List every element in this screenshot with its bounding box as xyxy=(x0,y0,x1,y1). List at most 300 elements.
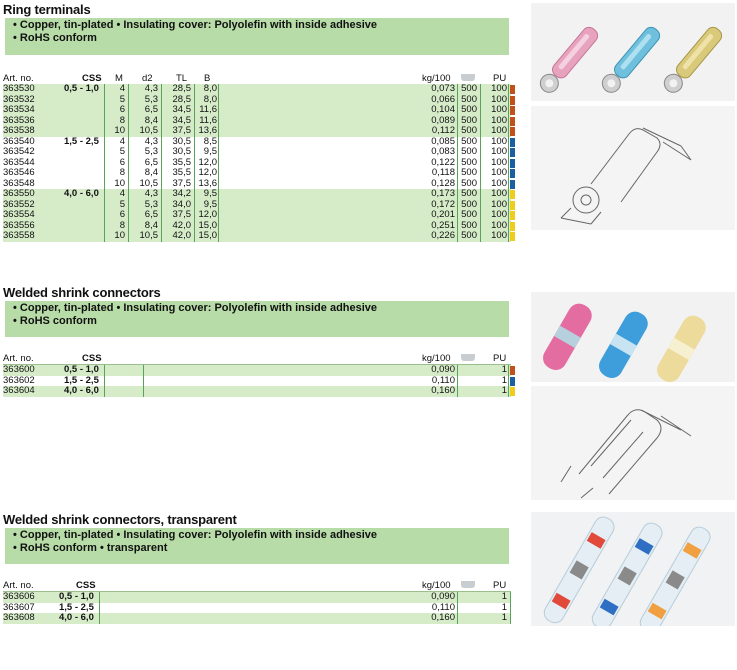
column-rule xyxy=(104,189,105,200)
column-rule xyxy=(457,168,458,179)
column-rule xyxy=(457,189,458,200)
color-swatch xyxy=(510,222,515,231)
welded-connectors-photo xyxy=(531,292,735,382)
column-rule xyxy=(194,126,195,137)
column-rule xyxy=(480,137,481,148)
kg-value: 0,160 xyxy=(431,385,455,396)
b-value: 12,0 xyxy=(198,209,217,220)
column-rule xyxy=(194,105,195,116)
column-rule xyxy=(194,137,195,148)
d2-value: 5,3 xyxy=(144,93,158,105)
column-rule xyxy=(218,221,219,232)
pu-value: 1 xyxy=(501,601,507,613)
column-rule xyxy=(161,231,162,242)
column-rule xyxy=(457,200,458,211)
welded-title: Welded shrink connectors xyxy=(3,285,161,300)
column-rule xyxy=(508,179,509,190)
feature-line: • Copper, tin-plated • Insulating cover: Polyolefin with inside adhesive xyxy=(13,529,378,541)
col-pu: PU xyxy=(493,580,507,591)
column-rule xyxy=(457,376,458,387)
ring-features-band xyxy=(5,18,509,55)
pack-value: 500 xyxy=(461,125,477,136)
column-rule xyxy=(508,200,509,211)
col-d2: d2 xyxy=(142,73,153,84)
column-rule xyxy=(457,365,458,376)
color-swatch xyxy=(510,377,515,386)
m-value: 10 xyxy=(114,125,125,136)
column-rule xyxy=(194,84,195,95)
feature-line: • RoHS conform xyxy=(13,315,97,327)
m-value: 4 xyxy=(119,135,125,147)
col-tl: TL xyxy=(176,73,188,84)
b-value: 15,0 xyxy=(198,230,217,241)
column-rule xyxy=(457,231,458,242)
column-rule xyxy=(508,376,509,387)
pu-value: 1 xyxy=(501,374,507,386)
kg-value: 0,128 xyxy=(431,177,455,189)
d2-value: 8,4 xyxy=(144,114,158,126)
feature-line: • Copper, tin-plated • Insulating cover: Polyolefin with inside adhesive xyxy=(13,302,378,314)
column-rule xyxy=(128,210,129,221)
column-rule xyxy=(457,84,458,95)
color-swatch xyxy=(510,138,515,147)
kg-value: 0,172 xyxy=(431,198,455,210)
column-rule xyxy=(508,147,509,158)
pack-value: 500 xyxy=(461,219,477,231)
column-rule xyxy=(104,147,105,158)
column-rule xyxy=(508,221,509,232)
column-rule xyxy=(218,116,219,127)
column-rule xyxy=(194,210,195,221)
col-kg: kg/100 xyxy=(422,73,451,84)
b-value: 11,6 xyxy=(199,104,217,115)
d2-value: 10,5 xyxy=(139,230,158,241)
pack-value: 500 xyxy=(461,177,477,189)
kg-value: 0,110 xyxy=(431,374,455,386)
column-rule xyxy=(161,116,162,127)
feature-line: • RoHS conform xyxy=(13,32,97,44)
pack-value: 500 xyxy=(461,156,477,168)
tl-value: 34,5 xyxy=(172,114,191,126)
column-rule xyxy=(457,95,458,106)
kg-value: 0,066 xyxy=(431,93,455,105)
col-css: CSS xyxy=(76,580,96,591)
column-rule xyxy=(457,137,458,148)
column-rule xyxy=(161,200,162,211)
column-rule xyxy=(480,126,481,137)
column-rule xyxy=(128,179,129,190)
column-rule xyxy=(104,179,105,190)
column-rule xyxy=(104,126,105,137)
d2-value: 4,3 xyxy=(144,188,158,199)
column-rule xyxy=(218,137,219,148)
column-rule xyxy=(457,386,458,397)
b-value: 9,5 xyxy=(203,198,217,210)
kg-value: 0,226 xyxy=(431,230,455,241)
column-rule xyxy=(161,189,162,200)
cross-section: 0,5 - 1,0 xyxy=(59,591,94,602)
table-row xyxy=(3,84,511,95)
kg-value: 0,118 xyxy=(431,167,455,178)
b-value: 8,5 xyxy=(203,135,217,147)
column-rule xyxy=(457,158,458,169)
column-rule xyxy=(161,221,162,232)
pu-value: 100 xyxy=(491,230,507,241)
d2-value: 4,3 xyxy=(144,83,158,94)
column-rule xyxy=(104,116,105,127)
column-rule xyxy=(143,365,144,376)
pack-value: 500 xyxy=(461,146,477,157)
column-rule xyxy=(194,116,195,127)
column-rule xyxy=(480,147,481,158)
packaging-icon xyxy=(461,74,475,81)
table-row xyxy=(3,126,511,137)
pu-value: 100 xyxy=(491,135,507,147)
tl-value: 34,5 xyxy=(172,104,191,115)
pack-value: 500 xyxy=(461,93,477,105)
column-rule xyxy=(104,168,105,179)
column-rule xyxy=(128,147,129,158)
color-swatch xyxy=(510,169,515,178)
column-rule xyxy=(99,592,100,603)
art-no: 363558 xyxy=(3,230,35,241)
b-value: 9,5 xyxy=(203,188,217,199)
pack-value: 500 xyxy=(461,188,477,199)
pu-value: 100 xyxy=(491,104,507,115)
column-rule xyxy=(218,126,219,137)
col-m: M xyxy=(115,73,123,84)
color-swatch xyxy=(510,366,515,375)
column-rule xyxy=(508,231,509,242)
column-rule xyxy=(104,210,105,221)
color-swatch xyxy=(510,180,515,189)
column-rule xyxy=(457,105,458,116)
column-rule xyxy=(194,189,195,200)
col-art: Art. no. xyxy=(3,353,34,364)
color-swatch xyxy=(510,148,515,157)
d2-value: 6,5 xyxy=(144,156,158,168)
pu-value: 100 xyxy=(491,146,507,157)
column-rule xyxy=(480,95,481,106)
d2-value: 6,5 xyxy=(144,104,158,115)
column-rule xyxy=(218,179,219,190)
tl-value: 28,5 xyxy=(172,93,191,105)
m-value: 10 xyxy=(114,177,125,189)
pu-value: 100 xyxy=(491,167,507,178)
column-rule xyxy=(510,613,511,624)
cross-section: 1,5 - 2,5 xyxy=(64,374,99,386)
feature-line: • RoHS conform • transparent xyxy=(13,542,168,554)
color-swatch xyxy=(510,211,515,220)
art-no: 363532 xyxy=(3,93,35,105)
tl-value: 34,2 xyxy=(172,188,191,199)
column-rule xyxy=(480,221,481,232)
kg-value: 0,083 xyxy=(431,146,455,157)
column-rule xyxy=(218,200,219,211)
art-no: 363542 xyxy=(3,146,35,157)
d2-value: 6,5 xyxy=(144,209,158,220)
color-swatch xyxy=(510,232,515,241)
tl-value: 42,0 xyxy=(172,230,191,241)
tl-value: 37,5 xyxy=(172,125,191,136)
column-rule xyxy=(457,147,458,158)
pu-value: 100 xyxy=(491,114,507,126)
column-rule xyxy=(128,189,129,200)
welded-connector-drawing xyxy=(531,386,735,500)
pack-value: 500 xyxy=(461,167,477,178)
column-rule xyxy=(457,592,458,603)
transparent-features-band xyxy=(5,528,509,564)
col-kg: kg/100 xyxy=(422,353,451,364)
pack-value: 500 xyxy=(461,83,477,94)
art-no: 363530 xyxy=(3,83,35,94)
cross-section: 0,5 - 1,0 xyxy=(64,364,99,375)
column-rule xyxy=(161,84,162,95)
column-rule xyxy=(161,147,162,158)
m-value: 10 xyxy=(114,230,125,241)
tl-value: 28,5 xyxy=(172,83,191,94)
table-row xyxy=(3,105,511,116)
color-swatch xyxy=(510,201,515,210)
d2-value: 10,5 xyxy=(139,177,158,189)
b-value: 8,0 xyxy=(203,93,217,105)
column-rule xyxy=(508,210,509,221)
table-row xyxy=(3,210,511,221)
column-rule xyxy=(128,231,129,242)
pu-value: 100 xyxy=(491,188,507,199)
b-value: 8,0 xyxy=(203,83,217,94)
column-rule xyxy=(457,179,458,190)
art-no: 363536 xyxy=(3,114,35,126)
column-rule xyxy=(457,603,458,614)
cross-section: 4,0 - 6,0 xyxy=(64,188,99,199)
d2-value: 5,3 xyxy=(144,198,158,210)
pu-value: 100 xyxy=(491,125,507,136)
kg-value: 0,112 xyxy=(431,125,455,136)
m-value: 8 xyxy=(119,114,125,126)
b-value: 12,0 xyxy=(198,167,217,178)
tl-value: 30,5 xyxy=(172,135,191,147)
column-rule xyxy=(480,168,481,179)
column-rule xyxy=(218,147,219,158)
pu-value: 100 xyxy=(491,198,507,210)
pu-value: 100 xyxy=(491,83,507,94)
column-rule xyxy=(510,603,511,614)
transparent-connectors-photo xyxy=(531,512,735,626)
column-rule xyxy=(194,200,195,211)
column-rule xyxy=(194,231,195,242)
art-no: 363554 xyxy=(3,209,35,220)
pack-value: 500 xyxy=(461,114,477,126)
art-no: 363607 xyxy=(3,601,35,613)
column-rule xyxy=(480,231,481,242)
pu-value: 1 xyxy=(501,385,507,396)
column-rule xyxy=(161,168,162,179)
column-rule xyxy=(104,386,105,397)
column-rule xyxy=(457,126,458,137)
column-rule xyxy=(104,158,105,169)
column-rule xyxy=(128,200,129,211)
col-css: CSS xyxy=(82,73,102,84)
pu-value: 1 xyxy=(501,364,507,375)
column-rule xyxy=(194,221,195,232)
kg-value: 0,073 xyxy=(431,83,455,94)
cross-section: 4,0 - 6,0 xyxy=(59,612,94,623)
art-no: 363608 xyxy=(3,612,35,623)
pack-value: 500 xyxy=(461,209,477,220)
pu-value: 100 xyxy=(491,156,507,168)
pack-value: 500 xyxy=(461,135,477,147)
column-rule xyxy=(510,592,511,603)
column-rule xyxy=(104,376,105,387)
art-no: 363602 xyxy=(3,374,35,386)
pu-value: 100 xyxy=(491,219,507,231)
b-value: 13,6 xyxy=(198,125,217,136)
column-rule xyxy=(143,386,144,397)
col-pu: PU xyxy=(493,73,507,84)
column-rule xyxy=(99,603,100,614)
cross-section: 0,5 - 1,0 xyxy=(64,83,99,94)
column-rule xyxy=(99,613,100,624)
m-value: 4 xyxy=(119,188,125,199)
transparent-title: Welded shrink connectors, transparent xyxy=(3,512,237,527)
table-row xyxy=(3,386,511,397)
kg-value: 0,122 xyxy=(431,156,455,168)
d2-value: 5,3 xyxy=(144,146,158,157)
pu-value: 100 xyxy=(491,209,507,220)
b-value: 9,5 xyxy=(203,146,217,157)
column-rule xyxy=(508,95,509,106)
column-rule xyxy=(508,158,509,169)
column-rule xyxy=(161,210,162,221)
m-value: 5 xyxy=(119,146,125,157)
tl-value: 37,5 xyxy=(172,177,191,189)
col-art: Art. no. xyxy=(3,73,34,84)
kg-value: 0,201 xyxy=(431,209,455,220)
packaging-icon xyxy=(461,581,475,588)
column-rule xyxy=(161,126,162,137)
color-swatch xyxy=(510,159,515,168)
art-no: 363534 xyxy=(3,104,35,115)
art-no: 363540 xyxy=(3,135,35,147)
column-rule xyxy=(218,210,219,221)
cross-section: 4,0 - 6,0 xyxy=(64,385,99,396)
column-rule xyxy=(128,84,129,95)
m-value: 5 xyxy=(119,198,125,210)
column-rule xyxy=(480,210,481,221)
kg-value: 0,090 xyxy=(431,364,455,375)
column-rule xyxy=(128,168,129,179)
pu-value: 100 xyxy=(491,93,507,105)
color-swatch xyxy=(510,96,515,105)
m-value: 6 xyxy=(119,209,125,220)
column-rule xyxy=(128,137,129,148)
art-no: 363600 xyxy=(3,364,35,375)
col-art: Art. no. xyxy=(3,580,34,591)
b-value: 15,0 xyxy=(198,219,217,231)
column-rule xyxy=(194,147,195,158)
column-rule xyxy=(480,116,481,127)
column-rule xyxy=(128,116,129,127)
table-row xyxy=(3,168,511,179)
art-no: 363548 xyxy=(3,177,35,189)
ring-terminals-title: Ring terminals xyxy=(3,2,91,17)
tl-value: 37,5 xyxy=(172,209,191,220)
d2-value: 4,3 xyxy=(144,135,158,147)
column-rule xyxy=(508,189,509,200)
column-rule xyxy=(218,168,219,179)
m-value: 6 xyxy=(119,156,125,168)
column-rule xyxy=(508,137,509,148)
color-swatch xyxy=(510,127,515,136)
table-row xyxy=(3,231,511,242)
column-rule xyxy=(218,231,219,242)
column-rule xyxy=(104,221,105,232)
column-rule xyxy=(218,189,219,200)
column-rule xyxy=(143,376,144,387)
column-rule xyxy=(508,386,509,397)
column-rule xyxy=(457,210,458,221)
art-no: 363552 xyxy=(3,198,35,210)
column-rule xyxy=(508,365,509,376)
kg-value: 0,089 xyxy=(431,114,455,126)
m-value: 5 xyxy=(119,93,125,105)
col-css: CSS xyxy=(82,353,102,364)
table-row xyxy=(3,147,511,158)
column-rule xyxy=(480,158,481,169)
column-rule xyxy=(218,158,219,169)
b-value: 12,0 xyxy=(198,156,217,168)
d2-value: 8,4 xyxy=(144,167,158,178)
col-kg: kg/100 xyxy=(422,580,451,591)
column-rule xyxy=(104,105,105,116)
kg-value: 0,110 xyxy=(431,601,455,613)
feature-line: • Copper, tin-plated • Insulating cover: Polyolefin with inside adhesive xyxy=(13,19,378,31)
kg-value: 0,085 xyxy=(431,135,455,147)
tl-value: 30,5 xyxy=(172,146,191,157)
art-no: 363538 xyxy=(3,125,35,136)
column-rule xyxy=(508,126,509,137)
column-rule xyxy=(104,200,105,211)
column-rule xyxy=(457,116,458,127)
pu-value: 1 xyxy=(501,612,507,623)
tl-value: 42,0 xyxy=(172,219,191,231)
kg-value: 0,251 xyxy=(431,219,455,231)
column-rule xyxy=(480,84,481,95)
m-value: 6 xyxy=(119,104,125,115)
column-rule xyxy=(104,231,105,242)
column-rule xyxy=(457,613,458,624)
column-rule xyxy=(161,105,162,116)
kg-value: 0,104 xyxy=(431,104,455,115)
art-no: 363550 xyxy=(3,188,35,199)
col-pu: PU xyxy=(493,353,507,364)
column-rule xyxy=(128,105,129,116)
ring-terminals-photo xyxy=(531,3,735,101)
ring-terminal-drawing xyxy=(531,106,735,230)
column-rule xyxy=(457,221,458,232)
column-rule xyxy=(161,137,162,148)
color-swatch xyxy=(510,190,515,199)
column-rule xyxy=(480,189,481,200)
m-value: 8 xyxy=(119,219,125,231)
column-rule xyxy=(508,116,509,127)
column-rule xyxy=(218,84,219,95)
column-rule xyxy=(194,95,195,106)
column-rule xyxy=(128,126,129,137)
column-rule xyxy=(104,365,105,376)
column-rule xyxy=(161,179,162,190)
